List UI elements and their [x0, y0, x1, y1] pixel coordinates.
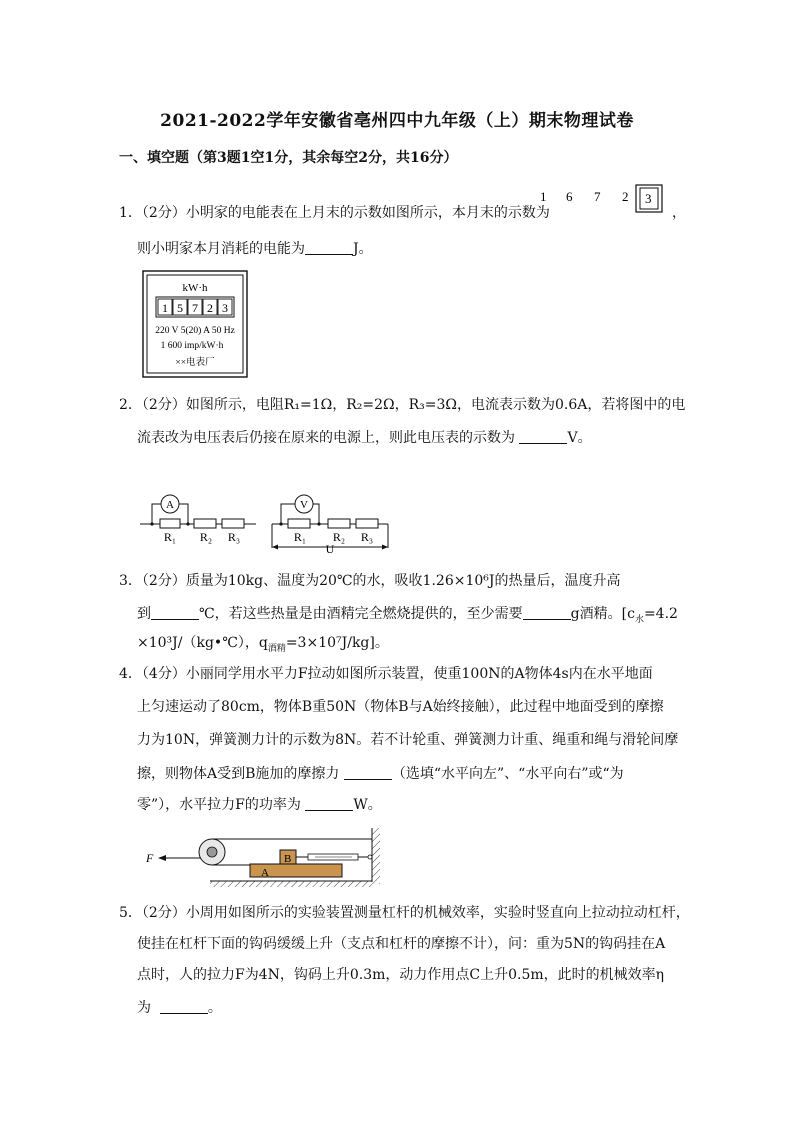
section-heading: 一、填空题（第3题1空1分，其余每空2分，共16分） — [119, 150, 458, 166]
meter-maker: ××电表厂 — [175, 358, 215, 368]
meter-spec: 220 V 5(20) A 50 Hz — [155, 326, 235, 336]
q3-answer-blank-2 — [523, 605, 571, 620]
q5-text-4a: 为 — [137, 1000, 151, 1016]
q3-line1: 3．（2分）质量为10kg、温度为20℃的水，吸收1.26×10⁶J的热量后，温度升高 — [119, 573, 621, 589]
right-r3-label: R₃ — [360, 530, 374, 544]
left-r1-label: R₁ — [163, 530, 177, 544]
q1-answer-blank — [305, 240, 353, 255]
block-a-label: A — [261, 867, 269, 879]
q2-answer-blank — [519, 429, 567, 444]
q1-digit-1: 1 — [540, 189, 547, 204]
q2-circuit-figure — [138, 488, 400, 556]
q1-electricity-meter-figure — [142, 270, 248, 378]
voltmeter-symbol: V — [300, 499, 308, 511]
ground — [210, 881, 372, 887]
meter-digit-4: 2 — [207, 301, 213, 315]
q3-text-2d: =4.2 — [643, 606, 678, 622]
q5-line4 — [137, 999, 222, 1015]
q3-line2 — [137, 605, 678, 625]
q5-line3: 点时，人的拉力F为4N，钩码上升0.3m，动力作用点C上升0.5m，此时的机械效率η — [137, 967, 665, 983]
q1-digit-4: 2 — [622, 189, 629, 204]
q1-unit: J。 — [353, 241, 373, 257]
q4-text-4a: 擦，则物体A受到B施加的摩擦力 — [137, 766, 340, 782]
q1-meter-reading-digits — [536, 183, 666, 213]
q5-text-4b: 。 — [207, 1000, 222, 1016]
q1-digit-5: 3 — [645, 191, 652, 206]
meter-unit: kW·h — [182, 282, 208, 294]
q3-answer-blank-1 — [151, 605, 199, 620]
meter-digit-3: 7 — [192, 301, 198, 315]
q2-line1: 2．（2分）如图所示，电阻R₁=1Ω，R₂=2Ω，R₃=3Ω，电流表示数为0.6A，若将图中的电 — [119, 397, 686, 413]
q4-text-5a: 零”），水平拉力F的功率为 — [137, 797, 301, 813]
q5-line2: 使挂在杠杆下面的钩码缓缓上升（支点和杠杆的摩擦不计），问：重为5N的钩码挂在A — [137, 936, 666, 952]
voltage-u-label: U — [325, 542, 335, 556]
ammeter-symbol: A — [166, 499, 174, 511]
q3-sub-alcohol: 酒精 — [267, 643, 286, 654]
q2-line2 — [137, 429, 592, 445]
right-r2-label: R₂ — [332, 530, 346, 544]
q1-digit-2: 6 — [566, 189, 573, 204]
q3-text-2a: 到 — [137, 606, 151, 622]
q2-unit: V。 — [567, 430, 592, 446]
block-b-label: B — [284, 853, 292, 865]
q1-digit-3: 7 — [594, 189, 601, 204]
q4-answer-blank-1 — [344, 765, 392, 780]
left-r3-label: R₃ — [227, 530, 241, 544]
meter-digit-1: 1 — [162, 301, 168, 315]
q5-answer-blank — [160, 999, 208, 1014]
q3-text-3b: =3×10⁷J/kg]。 — [285, 635, 389, 651]
q3-text-3a: ×10³J/（kg•℃），q — [137, 635, 268, 651]
q2-text-2: 流表改为电压表后仍接在原来的电源上，则此电压表的示数为 — [137, 430, 515, 446]
q3-text-2b: ℃，若这些热量是由酒精完全燃烧提供的，至少需要 — [199, 606, 523, 622]
q3-text-2c: g酒精。[c — [570, 606, 635, 622]
q4-line2: 上匀速运动了80cm，物体B重50N（物体B与A始终接触），此过程中地面受到的摩擦 — [137, 699, 664, 715]
q4-text-4b: （选填“水平向左”、“水平向右”或“为 — [391, 766, 624, 782]
q4-line5 — [137, 796, 382, 812]
force-label: F — [146, 851, 154, 865]
q1-text: 1．（2分）小明家的电能表在上月末的示数如图所示，本月末的示数为 — [119, 205, 550, 221]
meter-imp: 1 600 imp/kW·h — [160, 341, 224, 351]
q1-text-2: 则小明家本月消耗的电能为 — [137, 241, 305, 257]
q4-line3: 力为10N，弹簧测力计的示数为8N。若不计轮重、弹簧测力计重、绳重和绳与滑轮间摩 — [137, 732, 679, 748]
q4-line1: 4．（4分）小丽同学用水平力F拉动如图所示装置，使重100N的A物体4s内在水平地面 — [119, 666, 653, 682]
q4-answer-blank-2 — [305, 796, 353, 811]
q1-line2 — [137, 240, 373, 256]
q5-line1: 5．（2分）小周用如图所示的实验装置测量杠杆的机械效率，实验时竖直向上拉动拉动杠杆， — [119, 905, 690, 921]
q4-line4 — [137, 765, 624, 781]
q1-line1 — [119, 206, 550, 220]
q1-comma: ， — [672, 205, 686, 221]
meter-digit-2: 5 — [177, 301, 183, 315]
page-title: 2021-2022学年安徽省亳州四中九年级（上）期末物理试卷 — [160, 111, 634, 131]
right-r1-label: R₁ — [293, 530, 307, 544]
wall — [372, 828, 380, 884]
q3-sub-water: 水 — [634, 614, 644, 625]
q3-line3 — [137, 636, 389, 654]
left-r2-label: R₂ — [199, 530, 213, 544]
q4-pulley-figure — [140, 826, 382, 888]
q4-text-5b: W。 — [353, 797, 382, 813]
meter-digit-5: 3 — [222, 301, 228, 315]
